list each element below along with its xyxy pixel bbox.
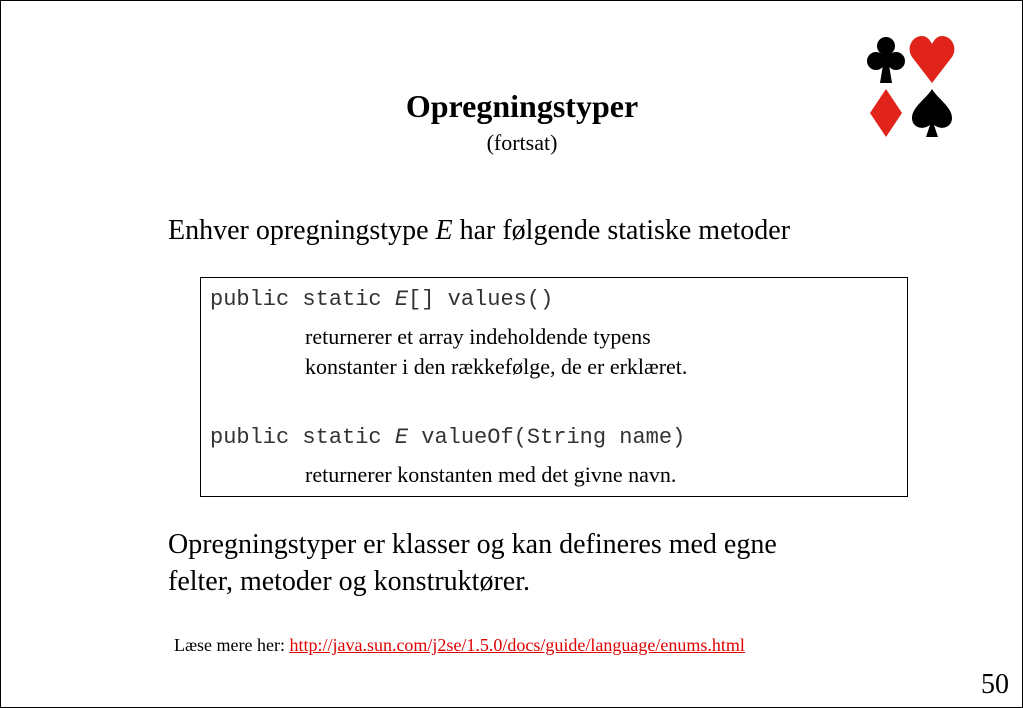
card-suits-logo (860, 33, 956, 139)
heart-icon (910, 36, 955, 83)
signature-suffix: valueOf(String name) (408, 425, 686, 450)
intro-text (168, 214, 790, 248)
spade-icon (912, 89, 952, 137)
diamond-icon (870, 89, 902, 137)
club-icon (867, 37, 905, 83)
description-line: returnerer et array indeholdende typens (305, 324, 651, 349)
body-paragraph (168, 526, 888, 600)
signature-prefix: public static (210, 425, 395, 450)
methods-box (200, 277, 908, 497)
signature-prefix: public static (210, 287, 395, 312)
intro-type-variable: E (435, 215, 453, 246)
read-more-label: Læse mere her: (174, 635, 290, 655)
page-number: 50 (981, 669, 1009, 700)
paragraph-line: Opregningstyper er klasser og kan defineres med egne (168, 529, 777, 560)
paragraph-line: felter, metoder og konstruktører. (168, 566, 530, 597)
read-more (174, 634, 745, 656)
slide-subtitle: (fortsat) (486, 130, 558, 155)
method-signature-values (210, 287, 553, 313)
intro-text-after: har følgende statiske metoder (452, 215, 791, 246)
signature-suffix: [] values() (408, 287, 554, 312)
read-more-link[interactable]: http://java.sun.com/j2se/1.5.0/docs/guide/language/enums.html (289, 635, 745, 655)
method-signature-valueof (210, 425, 685, 451)
signature-type-variable: E (394, 425, 409, 450)
signature-type-variable: E (394, 287, 409, 312)
description-line: returnerer konstanten med det givne navn. (305, 462, 677, 487)
method-description-valueof (305, 460, 676, 490)
description-line: konstanter i den rækkefølge, de er erklæret. (305, 354, 688, 379)
slide-title: Opregningstyper (405, 88, 639, 124)
intro-text-before: Enhver opregningstype (168, 215, 436, 246)
method-description-values (305, 322, 687, 382)
